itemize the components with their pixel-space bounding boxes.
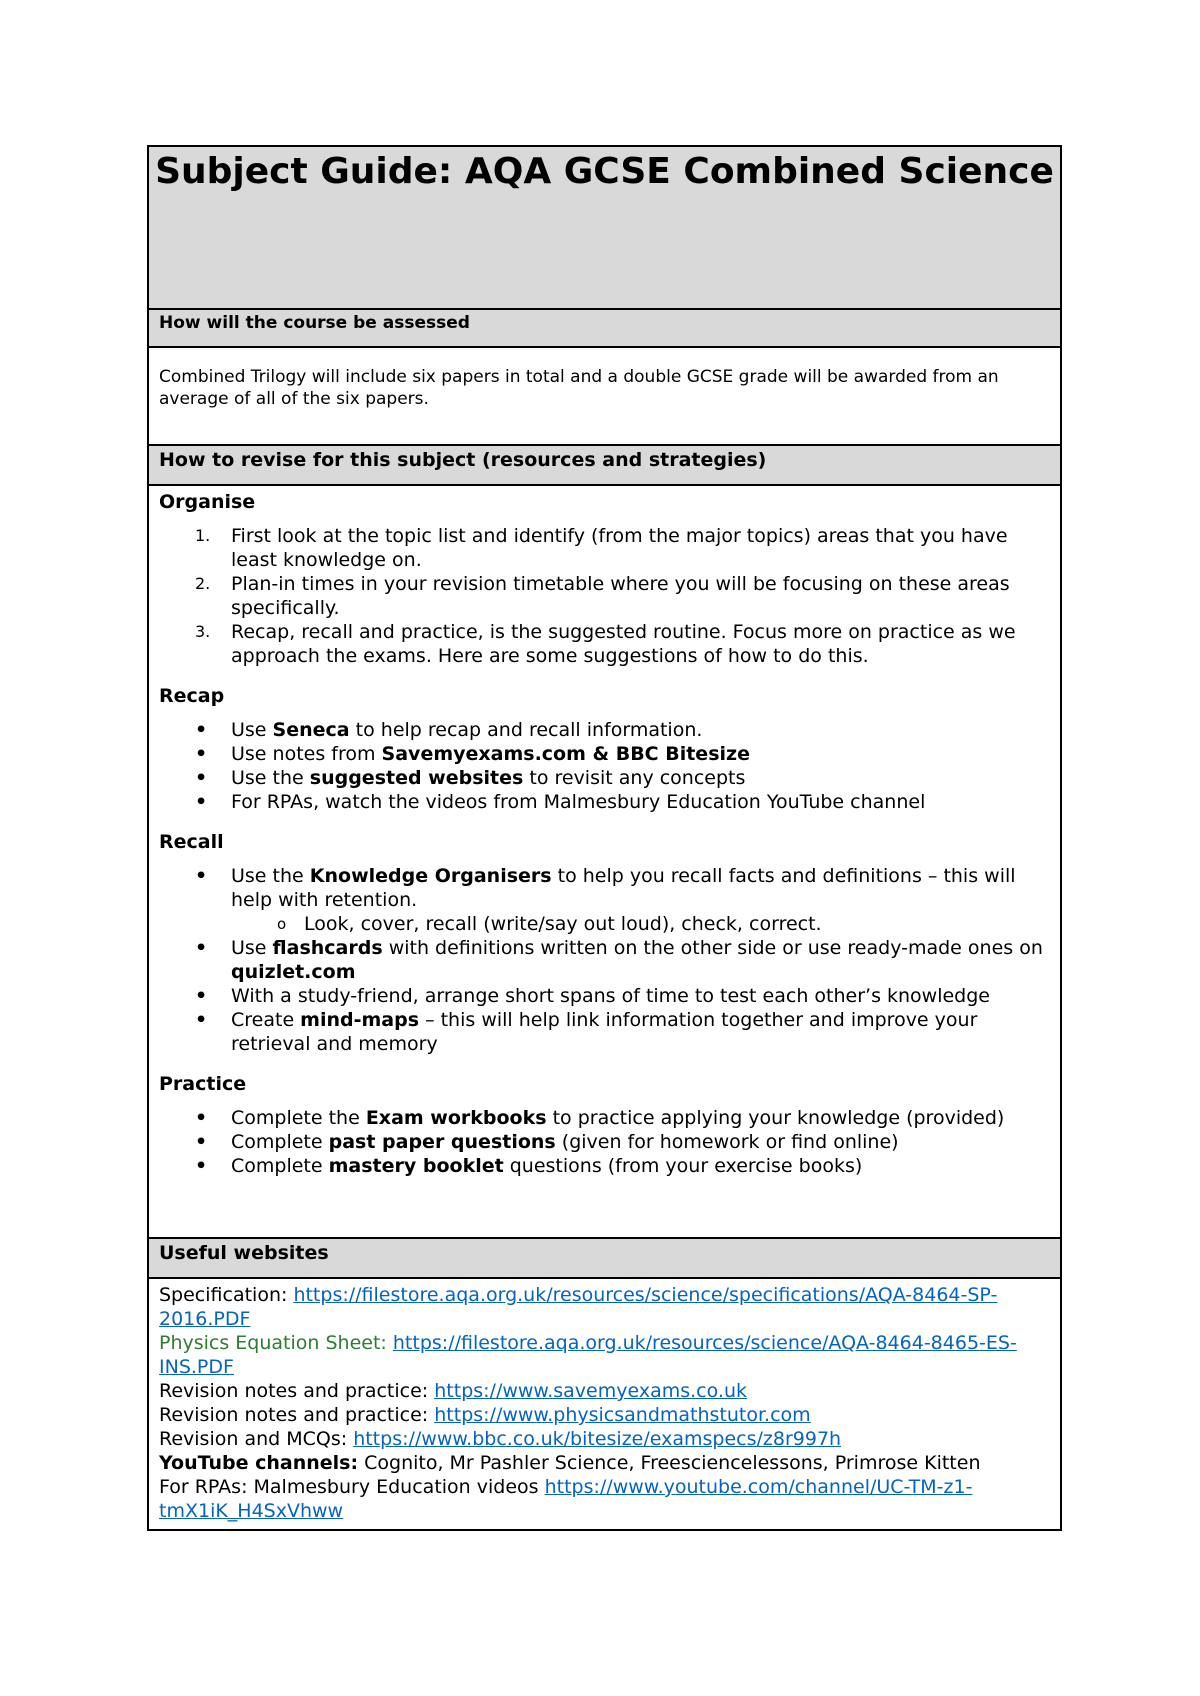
text-run: to help recap and recall information.: [349, 719, 703, 741]
bullet-icon: •: [195, 865, 208, 887]
organise-heading: Organise: [159, 491, 256, 513]
bold-run: Exam workbooks: [365, 1107, 547, 1129]
bold-run: quizlet.com: [231, 961, 356, 983]
text-run: Use: [231, 937, 273, 959]
bold-run: Knowledge Organisers: [309, 865, 552, 887]
revise-cell: [149, 486, 1060, 1239]
list-item: [159, 524, 1050, 572]
list-item: [159, 1106, 1050, 1130]
physics-label: Physics Equation Sheet:: [159, 1332, 393, 1354]
text-run: to revisit any concepts: [523, 767, 746, 789]
bullet-icon: •: [195, 985, 208, 1007]
bold-run: Savemyexams.com & BBC Bitesize: [381, 743, 750, 765]
text-run: Use notes from: [231, 743, 382, 765]
websites-heading-cell: [149, 1239, 1060, 1279]
notes2-line: [159, 1403, 1050, 1427]
assessment-text: Combined Trilogy will include six papers in total and a double GCSE grade will be awarded from an average of all of the six papers.: [159, 367, 999, 409]
text-run: (given for homework or find online): [555, 1131, 899, 1153]
practice-list: [159, 1106, 1050, 1178]
list-item: [159, 1154, 1050, 1178]
bullet-icon: •: [195, 1155, 208, 1177]
spec-line: [159, 1283, 1050, 1331]
title-cell: [149, 147, 1060, 310]
list-item: [159, 718, 1050, 742]
bold-run: past paper questions: [328, 1131, 556, 1153]
bitesize-link[interactable]: https://www.bbc.co.uk/bitesize/examspecs/z8r997h: [353, 1428, 842, 1450]
spec-label: Specification:: [159, 1284, 294, 1306]
bullet-icon: •: [195, 1107, 208, 1129]
list-item-text: First look at the topic list and identify (from the major topics) areas that you have least knowledge on.: [231, 525, 1008, 571]
mcq-label: Revision and MCQs:: [159, 1428, 354, 1450]
text-run: to practice applying your knowledge (provided): [546, 1107, 1005, 1129]
text-run: questions (from your exercise books): [503, 1155, 863, 1177]
text-run: to help you recall facts and definitions – this will help with retention.: [231, 865, 1016, 911]
text-run: Complete: [231, 1131, 329, 1153]
physics-link[interactable]: https://filestore.aqa.org.uk/resources/science/AQA-8464-8465-ES-INS.PDF: [159, 1332, 1017, 1378]
subject-guide-table: [147, 145, 1062, 1531]
list-item-text: Plan-in times in your revision timetable where you will be focusing on these areas specifically.: [231, 573, 1010, 619]
list-item: [159, 572, 1050, 620]
revise-heading: How to revise for this subject (resources and strategies): [159, 449, 767, 471]
websites-heading: Useful websites: [159, 1242, 329, 1264]
recall-list: [159, 864, 1050, 1056]
list-item: [159, 984, 1050, 1008]
list-number: 2.: [195, 574, 211, 593]
list-item: [159, 864, 1050, 912]
revise-heading-cell: [149, 446, 1060, 486]
bullet-icon: •: [195, 767, 208, 789]
notes1-line: [159, 1379, 1050, 1403]
bullet-icon: •: [195, 719, 208, 741]
text-run: With a study-friend, arrange short spans of time to test each other’s knowledge: [231, 985, 990, 1007]
assessment-cell: [149, 348, 1060, 446]
youtube-line: [159, 1451, 1050, 1475]
pmt-link[interactable]: https://www.physicsandmathstutor.com: [434, 1404, 811, 1426]
bullet-icon: •: [195, 1009, 208, 1031]
text-run: Complete the: [231, 1107, 366, 1129]
assessment-heading-cell: [149, 310, 1060, 348]
notes1-label: Revision notes and practice:: [159, 1380, 435, 1402]
list-number: 1.: [195, 526, 211, 545]
text-run: Use the: [231, 865, 310, 887]
mcq-line: [159, 1427, 1050, 1451]
rpa-label: For RPAs: Malmesbury Education videos: [159, 1476, 545, 1498]
list-item: [159, 742, 1050, 766]
websites-cell: [149, 1279, 1060, 1529]
bullet-icon: •: [195, 743, 208, 765]
bold-run: mastery booklet: [328, 1155, 504, 1177]
text-run: Use: [231, 719, 273, 741]
bullet-icon: •: [195, 791, 208, 813]
recap-list: [159, 718, 1050, 814]
list-number: 3.: [195, 622, 211, 641]
text-run: – this will help link information together and improve your retrieval and memory: [231, 1009, 978, 1055]
recall-heading: Recall: [159, 831, 224, 853]
youtube-link[interactable]: https://www.youtube.com/channel/UC-TM-z1-tmX1iK_H4SxVhww: [159, 1476, 973, 1522]
bullet-icon: •: [195, 1131, 208, 1153]
spec-link[interactable]: https://filestore.aqa.org.uk/resources/science/specifications/AQA-8464-SP-2016.PDF: [159, 1284, 998, 1330]
organise-list: [159, 524, 1050, 668]
list-item: [159, 620, 1050, 668]
text-run: with definitions written on the other side or use ready-made ones on: [382, 937, 1043, 959]
page-title: Subject Guide: AQA GCSE Combined Science: [155, 151, 1054, 192]
list-item: [159, 766, 1050, 790]
text-run: Use the: [231, 767, 310, 789]
list-item-text: Recap, recall and practice, is the suggested routine. Focus more on practice as we approach the exams. Here are some suggestions of how to do this.: [231, 621, 1016, 667]
circle-bullet-icon: o: [277, 915, 287, 933]
bullet-icon: •: [195, 937, 208, 959]
bold-run: suggested websites: [309, 767, 524, 789]
text-run: For RPAs, watch the videos from Malmesbury Education YouTube channel: [231, 791, 926, 813]
youtube-text: Cognito, Mr Pashler Science, Freesciencelessons, Primrose Kitten: [358, 1452, 981, 1474]
list-item: [159, 1130, 1050, 1154]
physics-line: [159, 1331, 1050, 1379]
list-item: [159, 936, 1050, 984]
text-run: Complete: [231, 1155, 329, 1177]
rpa-line: [159, 1475, 1050, 1523]
savemyexams-link[interactable]: https://www.savemyexams.co.uk: [434, 1380, 748, 1402]
practice-heading: Practice: [159, 1073, 247, 1095]
assessment-heading: How will the course be assessed: [159, 313, 470, 333]
list-item: [159, 1008, 1050, 1056]
text-run: Create: [231, 1009, 301, 1031]
sub-list-item: [159, 912, 1050, 936]
text-run: Look, cover, recall (write/say out loud), check, correct.: [304, 913, 822, 935]
notes2-label: Revision notes and practice:: [159, 1404, 435, 1426]
youtube-label: YouTube channels:: [159, 1452, 359, 1474]
bold-run: mind-maps: [300, 1009, 420, 1031]
list-item: [159, 790, 1050, 814]
bold-run: Seneca: [272, 719, 350, 741]
bold-run: flashcards: [272, 937, 383, 959]
recap-heading: Recap: [159, 685, 225, 707]
